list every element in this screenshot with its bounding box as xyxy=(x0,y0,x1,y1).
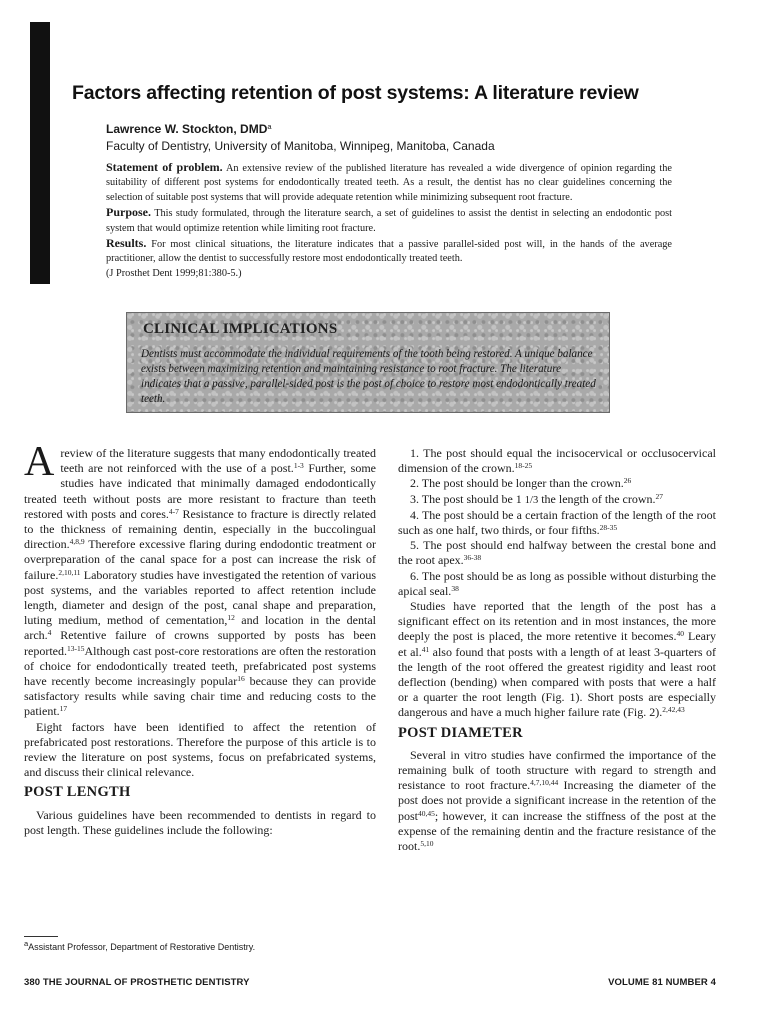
guideline-2: 2. The post should be longer than the crown.$^{26}$ xyxy=(410,476,632,491)
guideline-4: 4. The post should be a certain fraction of the length of the root such as one half, two thirds, or four fifths.$^{28-35}$ xyxy=(398,507,716,538)
article-title: Factors affecting retention of post systems: A literature review xyxy=(72,82,639,104)
footnote-rule xyxy=(24,936,58,937)
clinical-implications-box xyxy=(126,312,610,413)
abstract-citation: (J Prosthet Dent 1999;81:380-5.) xyxy=(106,267,242,279)
guideline-5: 5. The post should end halfway between the crestal bone and the root apex.$^{36-38}$ xyxy=(398,538,716,568)
abstract xyxy=(106,160,672,281)
abstract-problem: Statement of problem. An extensive review of the published literature has revealed a wide divergence of opinion regarding the suitability of different post systems for endodontically treated teeth. As a result, the dentist has no clear guidelines concerning the selection of suitable post systems that will provide adequate retention while minimizing subsequent root fracture. xyxy=(106,160,672,203)
footer-journal: 380 THE JOURNAL OF PROSTHETIC DENTISTRY xyxy=(24,977,250,988)
heading-post-length: POST LENGTH xyxy=(24,784,131,801)
guideline-6: 6. The post should be as long as possible without disturbing the apical seal.$^{38}$ xyxy=(398,568,716,598)
post-length-paragraph: Studies have reported that the length of the post has a significant effect on its retention and in most instances, the more deeply the post is placed, the more retentive it becomes.$^{40}$ Leary et al.$^{41}$ also found that posts with a length of at least 3-quarters of the length of the root offered the greatest rigidity and least root deflection (bending) when compared with posts that were a half or a quarter the root length (Fig. 1). Short posts are especially dangerous and have a much higher failure rate (Fig. 2).$^{2,42,43}$ xyxy=(398,599,717,720)
guideline-3: 3. The post should be 1 1/3 the length of the crown.$^{27}$ xyxy=(410,491,664,506)
author-mark: a xyxy=(267,122,272,131)
author-block xyxy=(106,121,706,155)
drop-cap: A xyxy=(24,439,55,485)
clinical-implications-heading: CLINICAL IMPLICATIONS xyxy=(143,321,338,337)
author-affiliation: Faculty of Dentistry, University of Manitoba, Winnipeg, Manitoba, Canada xyxy=(106,139,495,153)
heading-post-diameter: POST DIAMETER xyxy=(398,724,523,741)
footer-volume: VOLUME 81 NUMBER 4 xyxy=(608,977,716,988)
intro-paragraph: A review of the literature suggests that many endodontically treated teeth are not reinforced with the use of a post.$^{1-3}$ Further, some studies have indicated that minimally damaged endodontically treated teeth without posts are more resistant to fracture than teeth restored with posts and cores.$^{4-7}$ Resistance to fracture is directly related to the thickness of remaining dentin, especially in the buccolingual direction.$^{4,8,9}$ Therefore excessive flaring during endodontic treatment or overpreparation of the canal space for a post can increase the risk of failure.$^{2,10,11}$ Laboratory studies have investigated the retention of various post systems, and the variables reported to affect retention include length, diameter and design of the post, canal shape and preparation, luting medium, method of cementation,$^{12}$ and location in the dental arch.$^4$ Retentive failure of crowns supported by posts has been reported.$^{13-15}$Although cast post-core restorations are often the restoration of choice for endodontically treated teeth, prefabricated post systems have recently become increasingly popular$^{16}$ because they can provide satisfactory results while saving chair time and reducing costs to the patient.$^{17}$ xyxy=(24,439,377,719)
guidelines-intro: Various guidelines have been recommended to dentists in regard to post length. These guidelines include the following: xyxy=(24,807,376,837)
right-column xyxy=(398,446,716,854)
post-diameter-paragraph: Several in vitro studies have confirmed the importance of the remaining bulk of tooth structure with regard to strength and resistance to root fracture.$^{4,7,10,44}$ Increasing the diameter of the post does not provide a significant increase in the retention of the post$^{40,45}$; however, it can increase the stiffness of the post at the expense of the remaining dentin and the fracture resistance of the root.$^{5,10}$ xyxy=(398,747,716,854)
purpose-paragraph: Eight factors have been identified to affect the retention of prefabricated post restorations. Therefore the purpose of this article is to review the literature on post systems, focus on prefabricated systems, and discuss their clinical relevance. xyxy=(24,719,376,780)
guideline-1: 1. The post should equal the incisocervical or occlusocervical dimension of the crown.$^{18-25}$ xyxy=(398,446,716,476)
author-name: Lawrence W. Stockton, DMD$^a$ xyxy=(106,122,272,136)
abstract-results: Results. For most clinical situations, the literature indicates that a passive parallel-sided post will, in the hands of the average practitioner, allow the dentist to successfully restore most endodontically treated teeth. xyxy=(106,236,672,265)
left-column xyxy=(24,439,377,838)
footnote: $^a$Assistant Professor, Department of Restorative Dentistry. xyxy=(24,939,256,952)
clinical-implications-text: Dentists must accommodate the individual requirements of the tooth being restored. A unique balance exists between maximizing retention and maintaining resistance to root fracture. The literature indicates that a passive, parallel-sided post is the post of choice to restore most endodontically treated teeth. xyxy=(141,348,596,405)
margin-bar xyxy=(30,22,50,284)
abstract-purpose: Purpose. This study formulated, through the literature search, a set of guidelines to assist the dentist in selecting an endodontic post system that would optimize retention while limiting root fracture. xyxy=(106,205,672,234)
